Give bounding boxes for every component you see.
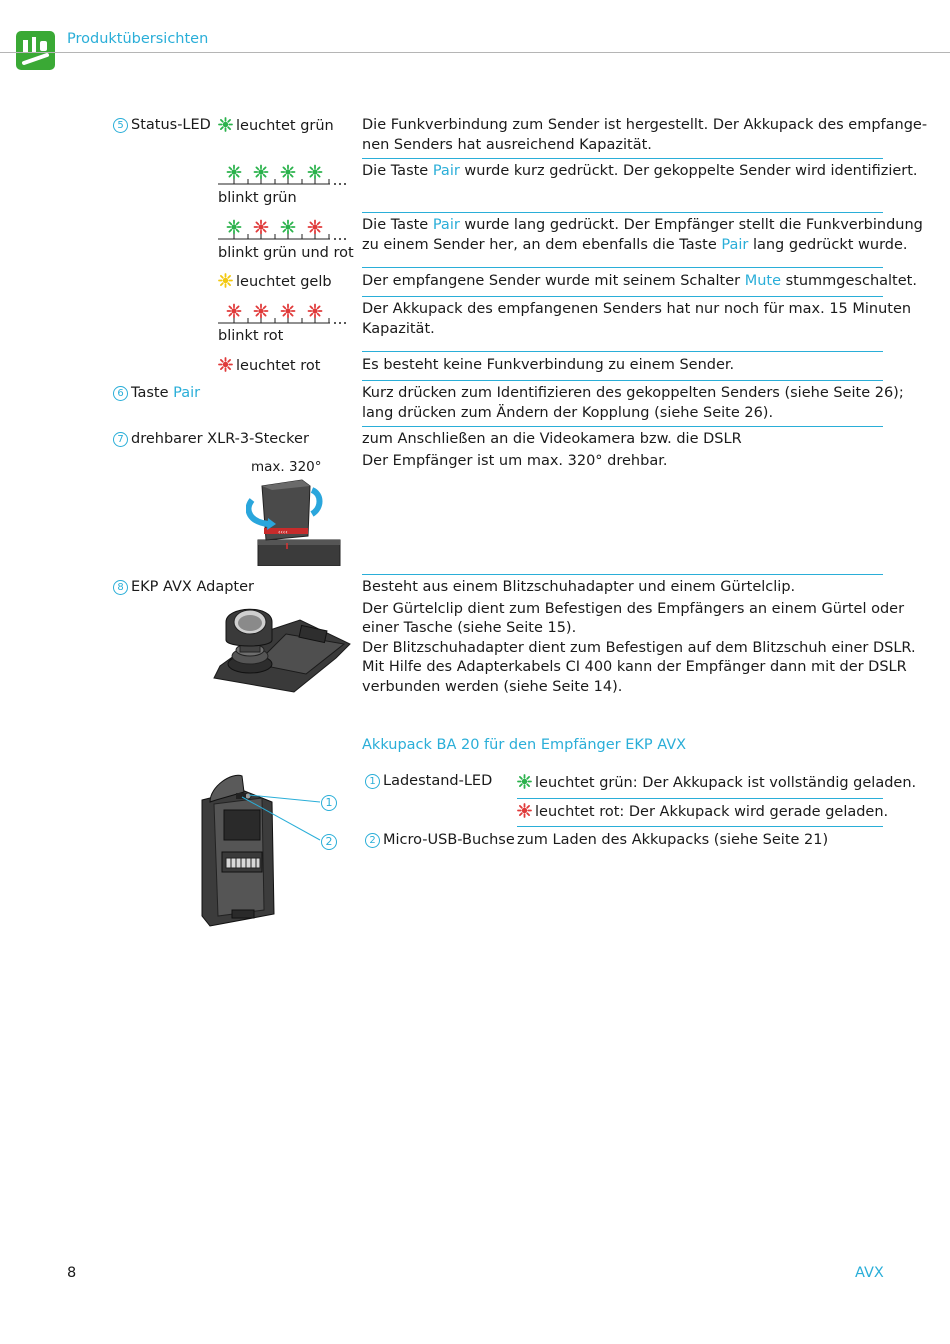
battery-usb-description: zum Laden des Akkupacks (siehe Seite 21) — [517, 832, 829, 848]
state-label: leuchtet gelb — [218, 273, 332, 293]
item-description: Kurz drücken zum Identifizieren des gekoppelten Senders (siehe Seite 26); lang drücken zum Ändern der Kopplung (siehe Seite 26). — [362, 385, 904, 421]
battery-led-state-green: leuchtet grün: Der Akkupack ist vollständig geladen. — [517, 774, 916, 794]
state-description: Der Akkupack des empfangenen Senders hat nur noch für max. 15 Minuten Kapazität. — [362, 301, 912, 337]
section-heading: Akkupack BA 20 für den Empfänger EKP AVX — [362, 737, 687, 753]
callout-1: 1 — [321, 795, 340, 811]
state-description: Es besteht keine Funkverbindung zu einem Sender. — [362, 357, 735, 373]
row-divider — [517, 826, 883, 827]
item-adapter: 8 EKP AVX Adapter — [113, 578, 254, 598]
item-number: 2 — [365, 833, 380, 848]
item-number: 5 — [113, 118, 128, 133]
state-label: leuchtet rot — [218, 357, 320, 377]
row-divider — [362, 426, 883, 427]
state-label: blinkt rot — [218, 328, 284, 344]
row-divider — [362, 574, 883, 575]
item-description: Besteht aus einem Blitzschuhadapter und einem Gürtelclip. Der Gürtelclip dient zum Befestigen des Empfängers an einem Gürtel oder einer Tasche (siehe Seite 15). Der Blitzschuhadapter dient zum Befestigen auf dem Blitzschuh einer DSLR. Mit Hilfe des Adapterkabels CI 400 kann der Empfänger dann mit der DSLR verbunden werden (siehe Seite 14). — [362, 579, 916, 695]
state-label: leuchtet grün — [218, 117, 334, 137]
battery-item-usb: 2 Micro-USB-Buchse — [365, 831, 515, 851]
row-divider — [362, 380, 883, 381]
item-pair-button: 6 Taste Pair — [113, 384, 200, 404]
state-label: blinkt grün und rot — [218, 245, 354, 261]
item-number: 7 — [113, 432, 128, 447]
battery-led-state-red: leuchtet rot: Der Akkupack wird gerade geladen. — [517, 803, 888, 823]
row-divider — [362, 158, 883, 159]
state-description: Die Funkverbindung zum Sender ist hergestellt. Der Akkupack des empfange- nen Senders hat ausreichend Kapazität. — [362, 117, 928, 153]
yellow-led-icon — [218, 273, 233, 288]
green-led-icon — [218, 117, 233, 132]
item-description: zum Anschließen an die Videokamera bzw. die DSLR — [362, 431, 742, 447]
product-overview-icon — [16, 31, 55, 70]
row-divider — [362, 267, 883, 268]
battery-item-led: 1 Ladestand-LED — [365, 772, 492, 792]
red-led-icon — [517, 803, 532, 818]
xlr-rotation-illustration — [246, 478, 342, 566]
row-divider — [362, 212, 883, 213]
state-description: Die Taste Pair wurde lang gedrückt. Der Empfänger stellt die Funkverbindung zu einem Sender her, an dem ebenfalls die Taste Pair lang gedrückt wurde. — [362, 217, 923, 253]
item-xlr-connector: 7 drehbarer XLR-3-Stecker — [113, 430, 309, 450]
item-description: Der Empfänger ist um max. 320° drehbar. — [362, 453, 668, 469]
row-divider — [362, 296, 883, 297]
rotation-label: max. 320° — [251, 459, 322, 475]
adapter-illustration — [210, 600, 360, 710]
row-divider — [517, 798, 883, 799]
item-status-led — [113, 116, 211, 136]
item-number: 6 — [113, 386, 128, 401]
state-description: Der empfangene Sender wurde mit seinem Schalter Mute stummgeschaltet. — [362, 273, 917, 289]
item-label: Status-LED — [131, 117, 211, 133]
svg-text:‹‹‹‹: ‹‹‹‹ — [278, 529, 288, 536]
header-title: Produktübersichten — [67, 31, 209, 47]
item-number: 1 — [365, 774, 380, 789]
state-description: Die Taste Pair wurde kurz gedrückt. Der gekoppelte Sender wird identifiziert. — [362, 163, 918, 179]
item-number: 8 — [113, 580, 128, 595]
callout-2: 2 — [321, 834, 340, 850]
footer-brand: AVX — [855, 1265, 884, 1281]
page-number: 8 — [67, 1265, 77, 1281]
red-led-icon — [218, 357, 233, 372]
green-led-icon — [517, 774, 532, 789]
state-label: blinkt grün — [218, 190, 297, 206]
row-divider — [362, 351, 883, 352]
header-divider — [0, 52, 950, 53]
